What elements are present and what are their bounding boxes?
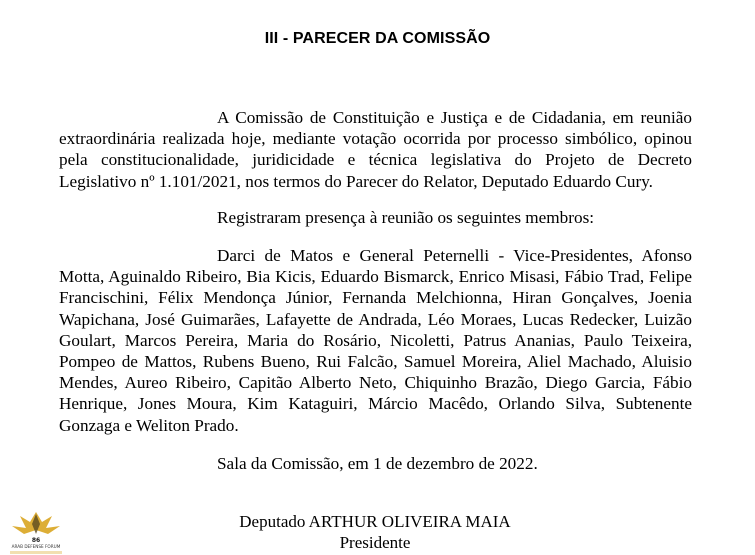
watermark-label: ARAB DEFENSE FORUM bbox=[11, 544, 61, 549]
members-list: Darci de Matos e General Peternelli - Vice-Presidentes, Afonso Motta, Aguinaldo Ribeiro, Bia Kicis, Eduardo Bismarck, Enrico Misasi, Fábio Trad, Felipe Francischini, Félix Mendonça Júnior, Fernanda Melchionna, Hiran Gonçalves, Joenia Wapichana, José Guimarães, Lafayette de Andrada, Léo Moraes, Lucas Redecker, Luizão Goulart, Marcos Pereira, Maria do Rosário, Nicoletti, Patrus Ananias, Paulo Teixeira, Pompeo de Mattos, Rubens Bueno, Rui Falcão, Samuel Moreira, Aliel Machado, Aluisio Mendes, Aureo Ribeiro, Capitão Alberto Neto, Chiquinho Brazão, Diego Garcia, Fábio Henrique, Jones Moura, Kim Kataguiri, Márcio Macêdo, Orlando Silva, Subtenente Gonzaga e Weliton Prado. bbox=[59, 246, 692, 435]
signer-name: Deputado ARTHUR OLIVEIRA MAIA bbox=[239, 512, 511, 531]
place-date-line: Sala da Comissão, em 1 de dezembro de 2022. bbox=[217, 454, 538, 473]
eagle-emblem-icon bbox=[6, 504, 66, 555]
watermark-logo bbox=[6, 504, 66, 555]
svg-text:86: 86 bbox=[31, 537, 41, 544]
decision-paragraph: A Comissão de Constituição e Justiça e de Cidadania, em reunião extraordinária realizada hoje, mediante votação ocorrida por processo simbólico, opinou pela constitucionalidade, juridicidade e técnica legislativa do Projeto de Decreto Legislativo nº 1.101/2021, nos termos do Parecer do Relator, Deputado Eduardo Cury. bbox=[59, 108, 692, 191]
section-heading: III - PARECER DA COMISSÃO bbox=[264, 30, 491, 47]
signer-role: Presidente bbox=[339, 533, 411, 552]
attendance-intro: Registraram presença à reunião os seguintes membros: bbox=[217, 208, 595, 227]
